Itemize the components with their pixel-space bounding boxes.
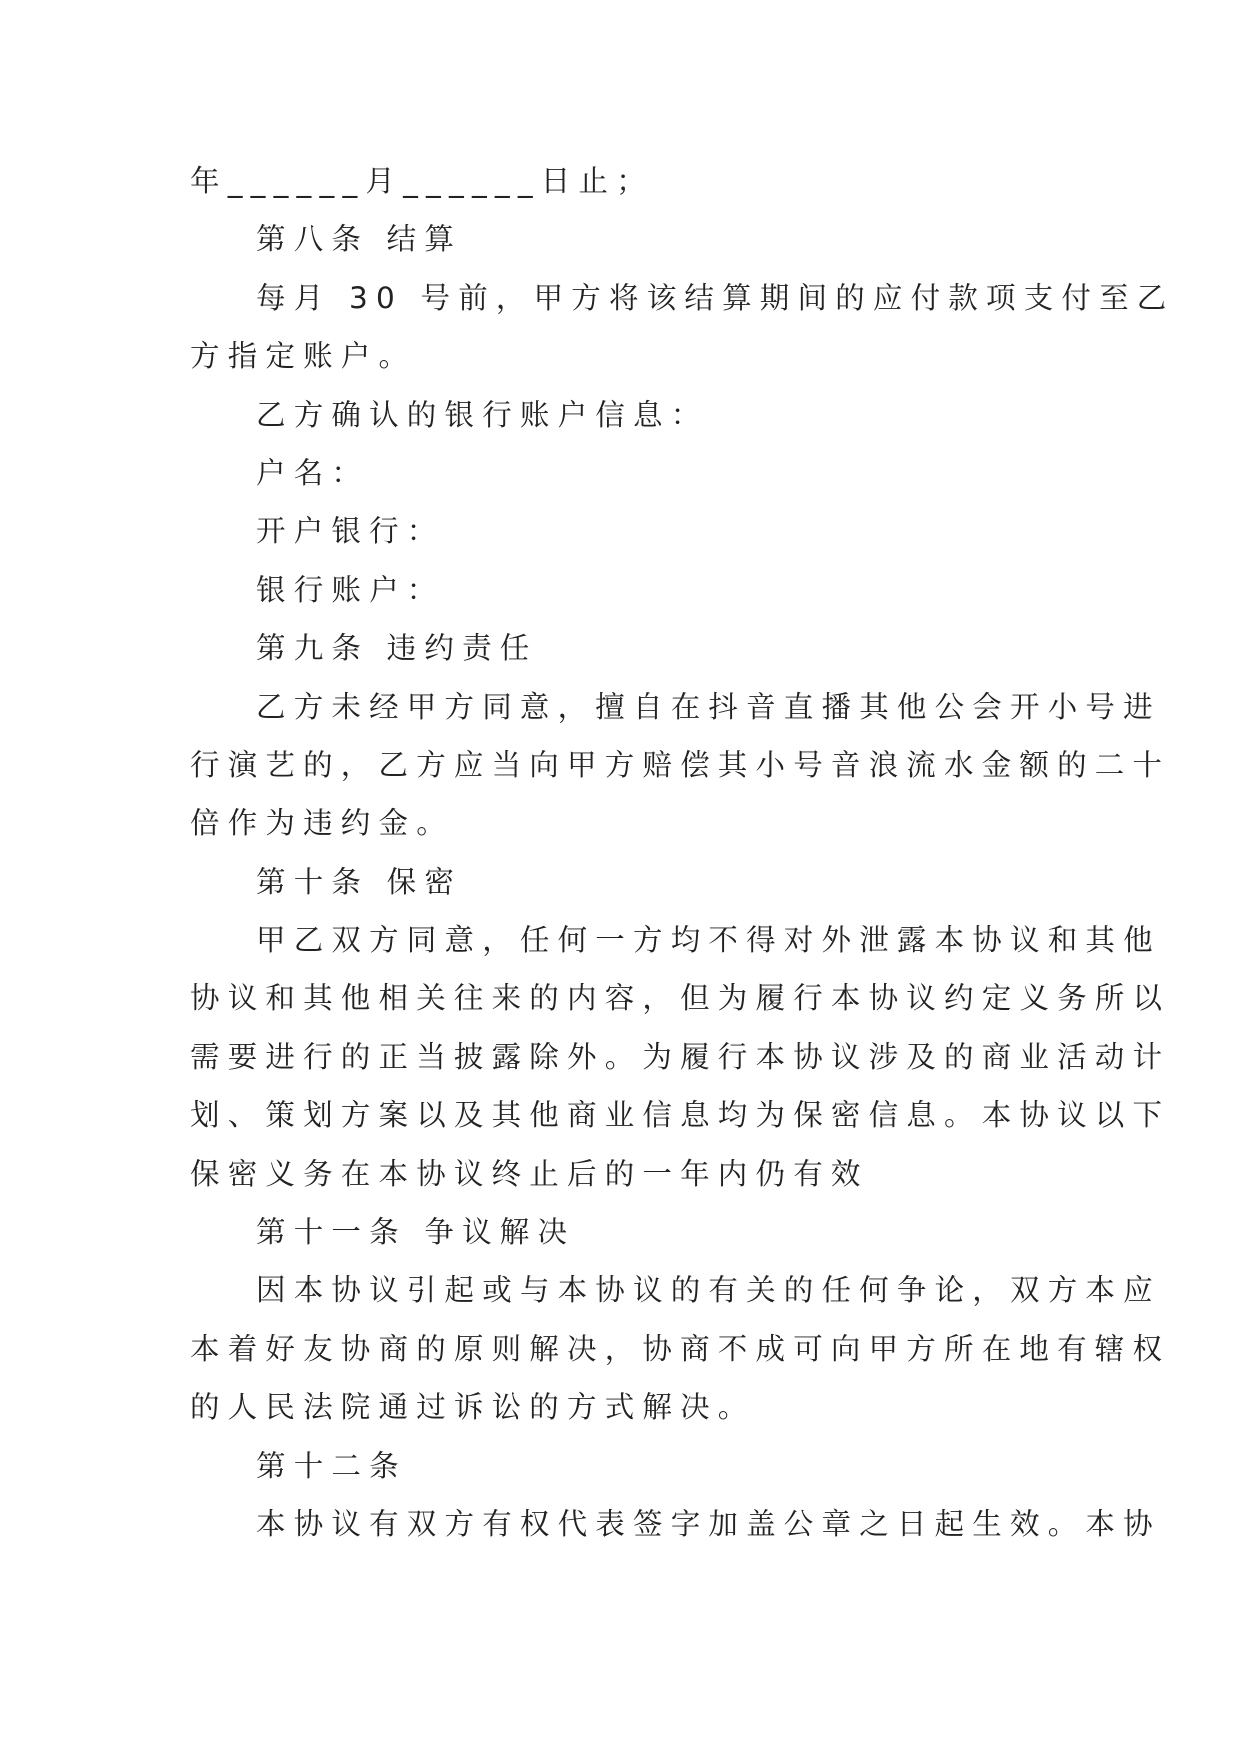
- article-11-paragraph-line: 的人民法院通过诉讼的方式解决。: [190, 1390, 756, 1425]
- date-clause-line: 年______月______日止；: [190, 164, 654, 198]
- article-9-heading: 第九条 违约责任: [256, 631, 538, 666]
- article-8-paragraph-line: 每月 30 号前，甲方将该结算期间的应付款项支付至乙: [256, 280, 1175, 315]
- bank-name-field: 开户银行：: [256, 514, 445, 549]
- article-10-heading: 第十条 保密: [256, 864, 463, 899]
- account-name-field: 户名：: [256, 455, 370, 490]
- document-body: [190, 152, 1175, 1553]
- article-11-heading: 第十一条 争议解决: [256, 1215, 576, 1250]
- article-8-paragraph-line: 方指定账户。: [190, 339, 417, 374]
- article-10-paragraph-line: 协议和其他相关往来的内容，但为履行本协议约定义务所以: [190, 981, 1171, 1016]
- article-11-paragraph-line: 本着好友协商的原则解决，协商不成可向甲方所在地有辖权: [190, 1331, 1171, 1366]
- article-11-paragraph-line: 因本协议引起或与本协议的有关的任何争论，双方本应: [256, 1273, 1161, 1308]
- article-10-paragraph-line: 甲乙双方同意，任何一方均不得对外泄露本协议和其他: [256, 923, 1161, 958]
- article-12-paragraph-line: 本协议有双方有权代表签字加盖公章之日起生效。本协: [256, 1506, 1161, 1541]
- bank-account-field: 银行账户：: [256, 572, 445, 607]
- bank-info-heading: 乙方确认的银行账户信息：: [256, 397, 709, 432]
- article-9-paragraph-line: 行演艺的，乙方应当向甲方赔偿其小号音浪流水金额的二十: [190, 747, 1171, 782]
- article-10-paragraph-line: 划、策划方案以及其他商业信息均为保密信息。本协议以下: [190, 1098, 1171, 1133]
- article-9-paragraph-line: 倍作为违约金。: [190, 806, 454, 841]
- article-12-heading: 第十二条: [256, 1448, 407, 1483]
- article-9-paragraph-line: 乙方未经甲方同意，擅自在抖音直播其他公会开小号进: [256, 689, 1161, 724]
- article-10-paragraph-line: 保密义务在本协议终止后的一年内仍有效: [190, 1156, 869, 1191]
- article-8-heading: 第八条 结算: [256, 222, 463, 257]
- article-10-paragraph-line: 需要进行的正当披露除外。为履行本协议涉及的商业活动计: [190, 1039, 1171, 1074]
